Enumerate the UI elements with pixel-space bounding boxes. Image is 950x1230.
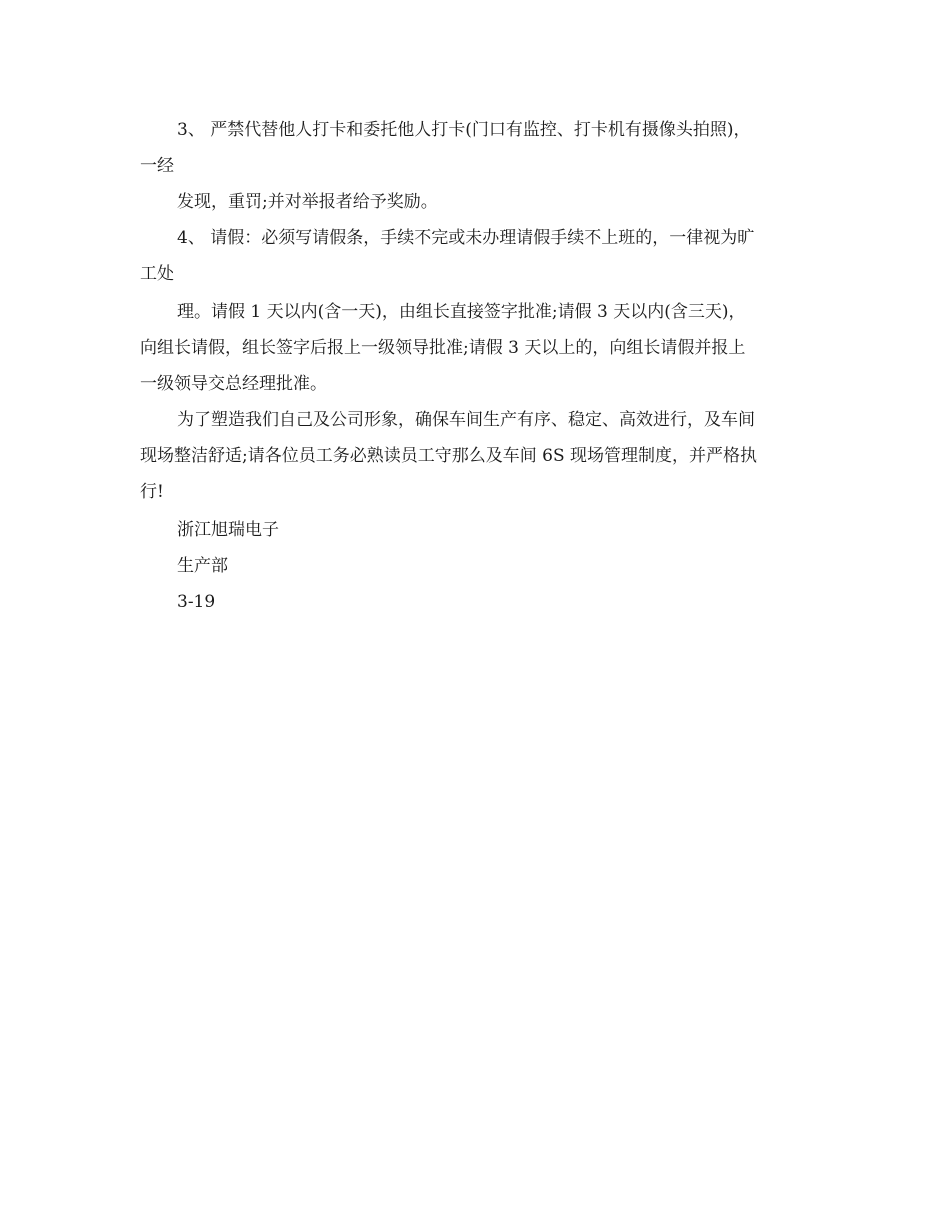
rule-4-line-4: 向组长请假，组长签字后报上一级领导批准;请假 3 天以上的，向组长请假并报上 (140, 338, 746, 358)
rule-3-line-1: 3、 严禁代替他人打卡和委托他人打卡(门口有监控、打卡机有摄像头拍照)， (177, 120, 751, 140)
signature-company: 浙江旭瑞电子 (177, 520, 279, 540)
closing-line-2: 现场整洁舒适;请各位员工务必熟读员工守那么及车间 6S 现场管理制度，并严格执 (140, 446, 757, 466)
rule-4-line-2: 工处 (140, 264, 174, 284)
closing-line-1: 为了塑造我们自己及公司形象，确保车间生产有序、稳定、高效进行，及车间 (177, 410, 755, 430)
closing-line-3: 行! (140, 482, 164, 502)
rule-3-line-2: 一经 (140, 156, 174, 176)
signature-date: 3-19 (177, 592, 216, 612)
rule-4-line-3: 理。请假 1 天以内(含一天)，由组长直接签字批准;请假 3 天以内(含三天)， (177, 302, 746, 322)
rule-4-line-5: 一级领导交总经理批准。 (140, 374, 327, 394)
rule-4-line-1: 4、 请假：必须写请假条，手续不完或未办理请假手续不上班的，一律视为旷 (177, 228, 755, 248)
rule-3-line-3: 发现，重罚;并对举报者给予奖励。 (177, 192, 438, 212)
signature-department: 生产部 (177, 556, 228, 576)
